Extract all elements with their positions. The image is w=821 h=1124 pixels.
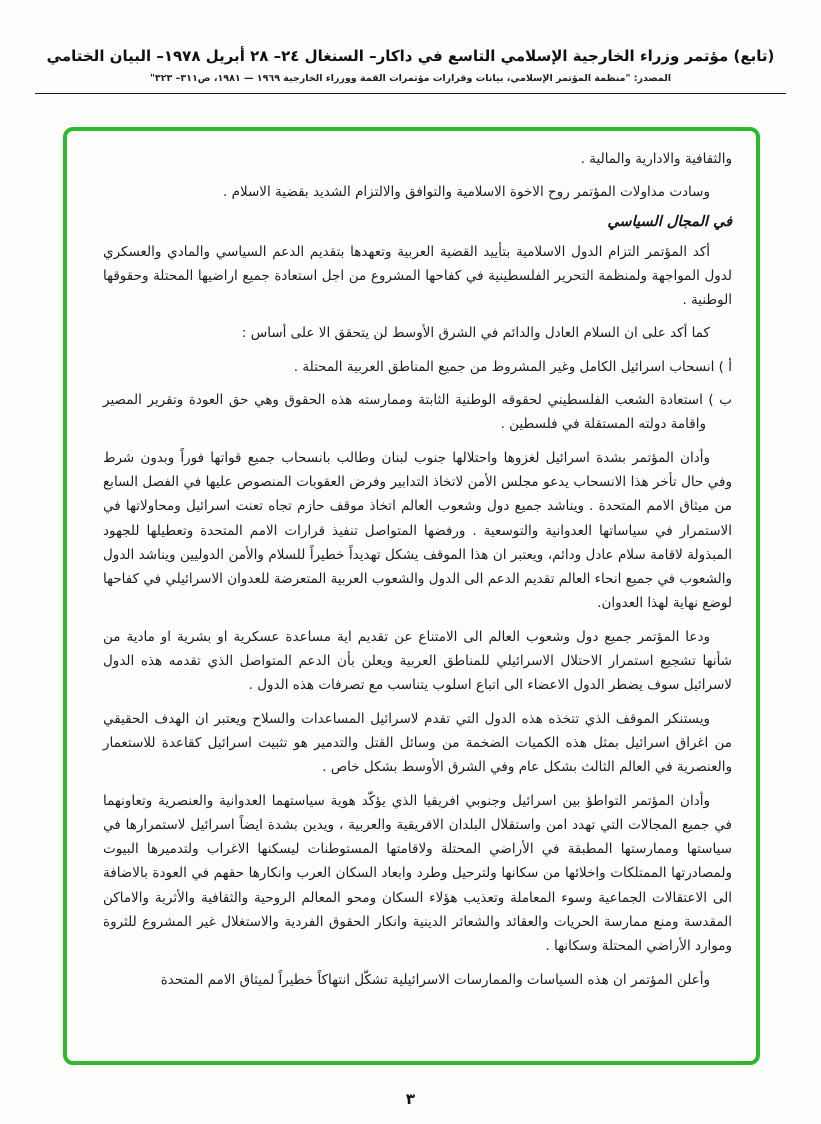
continuation-paragraph: والثقافية والادارية والمالية . — [580, 151, 732, 167]
paragraph: كما أكد على ان السلام العادل والدائم في الشرق الأوسط لن يتحقق الا على أساس : — [241, 325, 710, 342]
paragraph: ويستنكر الموقف الذي تتخذه هذه الدول التي تقدم لاسرائيل المساعدات والسلاح ويعتبر ان الهدف الحقيقي من اغراق اسرائيل بمثل هذه الكميات الضخمة من وسائل القتل والتدمير هو تثبيت اسرائيل كقاعدة للاستعمار والعنصرية في العالم الثالث بشكل عام وفي الشرق الأوسط بشكل خاص . — [103, 710, 732, 776]
section-heading: في المجال السياسي — [607, 213, 732, 230]
document-header — [0, 0, 821, 84]
source-line: المصدر: "منظمة المؤتمر الإسلامي، بيانات وقرارات مؤتمرات القمة ووزراء الخارجية ١٩٦٩ — ١٩٨١، ص٣١١– ٣٢٣" — [149, 73, 672, 85]
paragraph: وأدان المؤتمر التواطؤ بين اسرائيل وجنوبي افريقيا الذي يؤكّد هوية سياستهما العدوانية والعنصرية وتعاونهما في جميع المجالات التي تهدد امن واستقلال البلدان الافريقية والعربية ، ويدين بشدة ايضاً اسرائيل لاستمرارها في سياستها وممارستها المطبقة في الأراضي المحتلة ولاقامتها المستوطنات ليسكنها الاغراب ولتدميرها البيوت ولمصادرتها الممتلكات واخلائها من سكانها ولترحيل وطرد وابعاد السكان العرب وانكارها حقهم في العودة بالاضافة الى الاعتقالات الجماعية وسوء المعاملة وتعذيب هؤلاء السكان ومحو المعالم الروحية والثقافية والأثرية والاماكن المقدسة ومنع ممارسة الحريات والعقائد والشعائر الدينية وانكار الحقوق الفردية والاستغلال غير المشروع للثروة وموارد الأراضي المحتلة وسكانها . — [103, 792, 732, 955]
list-item-b: ب ) استعادة الشعب الفلسطيني لحقوقه الوطنية الثابتة وممارسته هذه الحقوق وهي حق العودة وتقرير المصير واقامة دولته المستقلة في فلسطين . — [103, 392, 732, 433]
document-frame — [63, 127, 760, 1065]
header-divider — [35, 93, 786, 94]
paragraph: وأعلن المؤتمر ان هذه السياسات والممارسات الاسرائيلية تشكّل انتهاكاً خطيراً لميثاق الامم المتحدة — [160, 971, 710, 988]
paragraph: وأدان المؤتمر بشدة اسرائيل لغزوها واحتلالها جنوب لبنان وطالب بانسحاب جميع قواتها فوراً وبدون شرط وفي حال تأخر هذا الانسحاب يدعو مجلس الأمن لاتخاذ التدابير وفرض العقوبات المنصوص عليها في الفصل السابع من ميثاق الامم المتحدة . ويناشد جميع دول وشعوب العالم اتخاذ موقف حازم تجاه تعنت اسرائيل ومحاولاتها في الاستمرار في سياساتها العدوانية والتوسعية . ورفضها المتواصل تنفيذ قرارات الامم المتحدة وتعطيلها للجهود المبذولة لاقامة سلام عادل ودائم، ويعتبر ان هذا الموقف يشكل تهديداً خطيراً للسلام والأمن الدوليين ويناشد الدول والشعوب في جميع انحاء العالم تقديم الدعم الى الدول والشعوب العربية المتعرضة للعدوان الاسرائيلي في كفاحها لوضع نهاية لهذا العدوان. — [103, 449, 732, 612]
header-title: (تابع) مؤتمر وزراء الخارجية الإسلامي التاسع في داكار– السنغال ٢٤– ٢٨ أبريل ١٩٧٨– البيان الختامي — [46, 47, 775, 65]
page-number: ٣ — [405, 1090, 416, 1108]
paragraph: أكد المؤتمر التزام الدول الاسلامية بتأييد القضية العربية وتعهدها بتقديم الدعم السياسي والمادي والعسكري لدول المواجهة ولمنظمة التحرير الفلسطينية في كفاحها المشروع من اجل استعادة جميع اراضيها المحتلة وحقوقها الوطنية . — [103, 243, 732, 309]
paragraph: وسادت مداولات المؤتمر روح الاخوة الاسلامية والتوافق والالتزام الشديد بقضية الاسلام . — [223, 184, 710, 201]
list-item-a: أ ) انسحاب اسرائيل الكامل وغير المشروط من جميع المناطق العربية المحتلة . — [293, 358, 732, 375]
paragraph: ودعا المؤتمر جميع دول وشعوب العالم الى الامتناع عن تقديم اية مساعدة عسكرية او بشرية او مادية من شأنها تشجيع استمرار الاحتلال الاسرائيلي للمناطق العربية ويعلن بأن الدعم المتواصل الذي تقدمه هذه الدول لاسرائيل سوف يضطر الدول الاعضاء الى اتباع اسلوب يتناسب مع تصرفات هذه الدول . — [103, 628, 732, 694]
